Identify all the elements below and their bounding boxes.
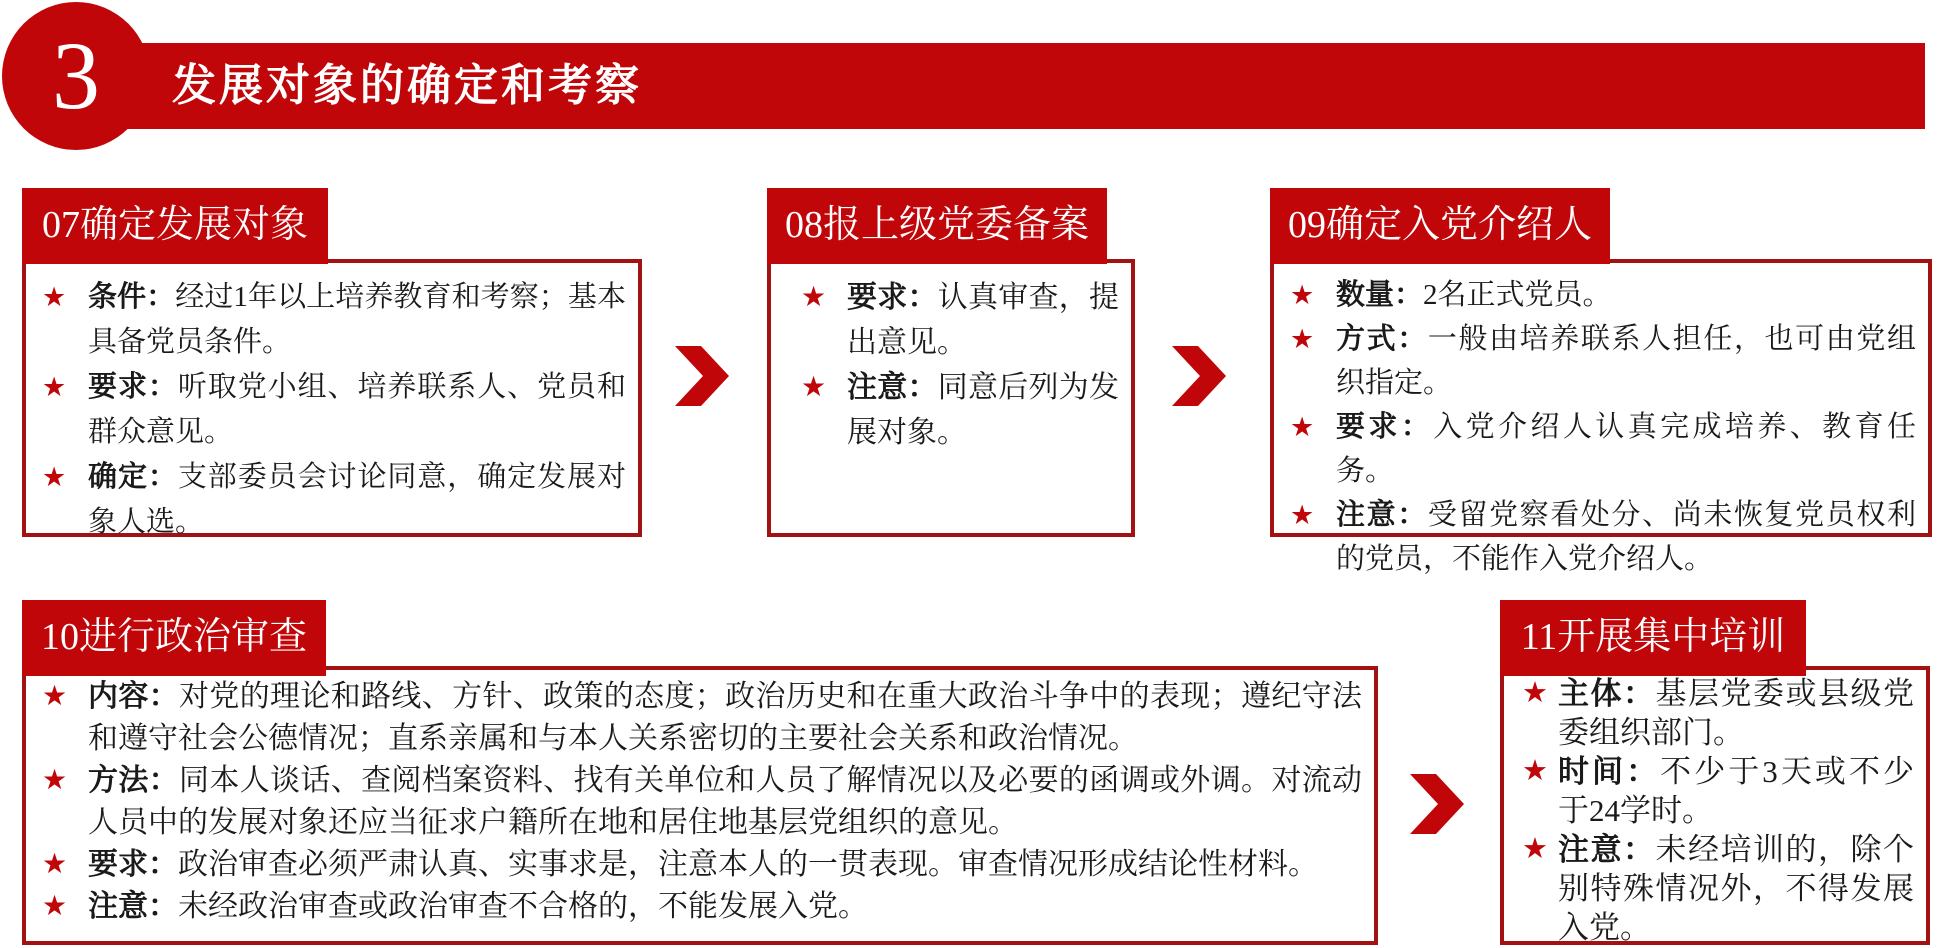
item-text: 同意后列为发展对象。 [847,371,1119,449]
box-11-content [1500,666,1930,945]
star-icon: ★ [1522,833,1548,865]
star-icon: ★ [801,282,827,313]
star-icon: ★ [1290,280,1315,310]
star-icon: ★ [42,372,67,402]
item-text: 支部委员会讨论同意，确定发展对象人选。 [88,461,626,538]
flow-arrow-icon [675,346,729,406]
flow-arrow-icon [1172,346,1226,406]
item-text: 入党介绍人认真完成培养、教育任务。 [1336,411,1916,487]
list-item [1274,405,1916,493]
list-item [771,365,1119,455]
list-item [1504,674,1914,752]
list-item [771,275,1119,365]
box-08-header: 08报上级党委备案 [767,188,1107,264]
star-icon: ★ [42,849,68,880]
star-icon: ★ [42,765,68,796]
item-label: 确定： [88,461,178,493]
item-text: 对党的理论和路线、方针、政策的态度；政治历史和在重大政治斗争中的表现；遵纪守法和遵守社会公德情况；直系亲属和与本人关系密切的主要社会关系和政治情况。 [88,680,1363,755]
item-label: 注意： [88,890,178,923]
page-title: 发展对象的确定和考察 [172,61,642,110]
item-label: 方式： [1336,323,1428,355]
list-item [26,275,626,365]
star-icon: ★ [42,891,68,922]
item-label: 注意： [1558,832,1656,867]
list-item [26,844,1362,886]
star-icon: ★ [801,372,827,403]
step-number-badge [2,2,150,150]
item-label: 主体： [1558,676,1656,711]
star-icon: ★ [1290,324,1315,354]
step-number: 3 [52,22,100,129]
item-label: 内容： [88,680,180,713]
box-08-list [771,263,1131,455]
list-item [1274,273,1916,317]
box-08-content [767,259,1135,537]
list-item [26,886,1362,928]
star-icon: ★ [1290,500,1315,530]
item-text: 基层党委或县级党委组织部门。 [1558,676,1914,750]
list-item [26,365,626,455]
box-10-header: 10进行政治审查 [22,600,326,676]
box-07-content [22,259,642,537]
box-09-header: 09确定入党介绍人 [1270,188,1610,264]
star-icon: ★ [42,462,67,492]
list-item [1274,317,1916,405]
item-label: 注意： [847,371,938,404]
box-07-list [26,263,638,545]
item-label: 要求： [1336,411,1434,443]
star-icon: ★ [1522,677,1548,709]
list-item [26,760,1362,844]
item-text: 经过1年以上培养教育和考察；基本具备党员条件。 [88,281,626,358]
title-banner [100,43,1925,129]
item-text: 认真审查，提出意见。 [847,281,1119,359]
item-label: 要求： [88,848,178,881]
item-label: 方法： [88,764,180,797]
item-label: 要求： [847,281,938,314]
star-icon: ★ [1290,412,1315,442]
item-label: 要求： [88,371,178,403]
star-icon: ★ [42,282,67,312]
item-text: 同本人谈话、查阅档案资料、找有关单位和人员了解情况以及必要的函调或外调。对流动人员中的发展对象还应当征求户籍所在地和居住地基层党组织的意见。 [88,764,1363,839]
item-text: 听取党小组、培养联系人、党员和群众意见。 [88,371,626,448]
list-item [26,676,1362,760]
flow-arrow-icon [1410,774,1464,834]
box-07-header: 07确定发展对象 [22,188,328,264]
item-label: 注意： [1336,499,1428,531]
item-text: 不少于3天或不少于24学时。 [1558,754,1915,828]
box-11-header: 11开展集中培训 [1500,600,1806,676]
item-text: 受留党察看处分、尚未恢复党员权利的党员，不能作入党介绍人。 [1336,499,1916,575]
box-10-list [26,670,1374,928]
list-item [26,455,626,545]
item-text: 未经政治审查或政治审查不合格的，不能发展入党。 [178,890,868,923]
star-icon: ★ [1522,755,1548,787]
item-text: 政治审查必须严肃认真、实事求是，注意本人的一贯表现。审查情况形成结论性材料。 [178,848,1318,881]
list-item [1504,830,1914,947]
item-text: 2名正式党员。 [1423,279,1612,311]
box-10-content [22,666,1378,945]
item-text: 未经培训的，除个别特殊情况外，不得发展入党。 [1558,832,1914,945]
list-item [1504,752,1914,830]
star-icon: ★ [42,681,68,712]
box-11-list [1504,670,1926,947]
box-09-content [1270,259,1932,575]
box-09-list [1274,263,1928,581]
list-item [1274,493,1916,581]
item-text: 一般由培养联系人担任，也可由党组织指定。 [1336,323,1916,399]
item-label: 数量： [1336,279,1424,311]
item-label: 时间： [1558,754,1661,789]
item-label: 条件： [88,281,176,313]
